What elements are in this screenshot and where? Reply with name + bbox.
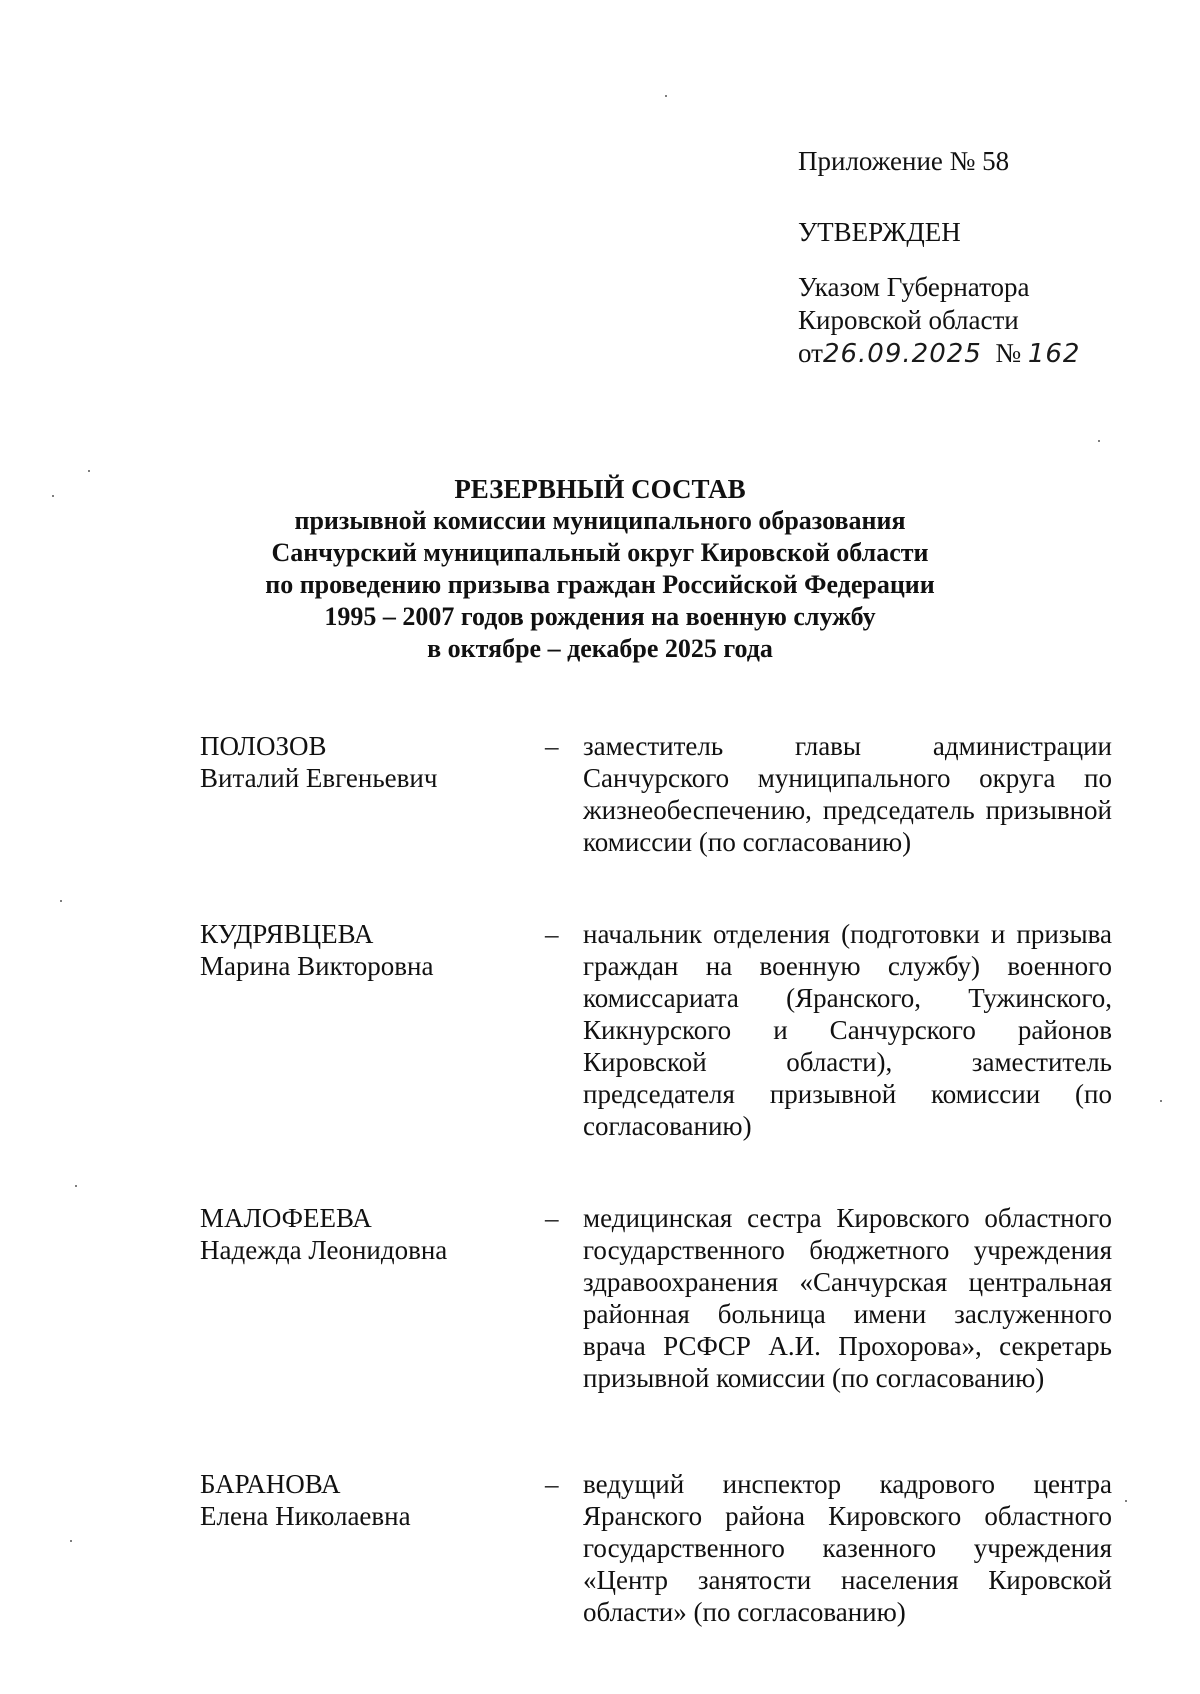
- member-name: [200, 1468, 545, 1628]
- appendix-number: Приложение № 58: [798, 146, 1010, 176]
- member-entry: [200, 1202, 1112, 1394]
- member-given-name: Надежда Леонидовна: [200, 1235, 448, 1265]
- member-list: [200, 730, 1112, 1628]
- member-surname: БАРАНОВА: [200, 1469, 341, 1499]
- member-surname: КУДРЯВЦЕВА: [200, 919, 374, 949]
- scan-speck: [70, 1540, 72, 1542]
- member-given-name: Виталий Евгеньевич: [200, 763, 438, 793]
- member-entry: [200, 1468, 1112, 1628]
- member-name: [200, 918, 545, 1142]
- member-name: [200, 1202, 545, 1394]
- member-given-name: Марина Викторовна: [200, 951, 434, 981]
- title-line: призывной комиссии муниципального образования: [294, 506, 906, 535]
- title-line: по проведению призыва граждан Российской Федерации: [265, 570, 935, 599]
- scan-speck: [52, 495, 54, 497]
- title-main: РЕЗЕРВНЫЙ СОСТАВ: [454, 474, 746, 504]
- decree-date-handwritten: 26.09.2025: [822, 339, 982, 369]
- approved-label: УТВЕРЖДЕН: [798, 217, 961, 247]
- member-entry: [200, 918, 1112, 1142]
- member-given-name: Елена Николаевна: [200, 1501, 411, 1531]
- dash-separator: –: [545, 1469, 559, 1499]
- member-role: начальник отделения (подготовки и призыва граждан на военную службу) военного комиссариата (Яранского, Тужинского, Кикнурского и Санчурского районов Кировской области), заместитель председателя призывной комиссии (по согласованию): [583, 919, 1112, 1141]
- member-entry: [200, 730, 1112, 858]
- scan-speck: [1125, 1500, 1127, 1502]
- scan-speck: [88, 470, 90, 472]
- member-surname: ПОЛОЗОВ: [200, 731, 327, 761]
- title-line: в октябре – декабре 2025 года: [427, 634, 773, 663]
- scan-speck: [1160, 1100, 1162, 1102]
- number-prefix: №: [995, 338, 1022, 368]
- title-line: 1995 – 2007 годов рождения на военную службу: [324, 602, 876, 631]
- document-title: [200, 473, 1000, 665]
- decree-number-handwritten: 162: [1027, 339, 1081, 369]
- dash-separator: –: [545, 1203, 559, 1233]
- dash-separator: –: [545, 731, 559, 761]
- member-role: заместитель главы администрации Санчурского муниципального округа по жизнеобеспечению, председатель призывной комиссии (по согласованию): [583, 731, 1112, 857]
- member-role: медицинская сестра Кировского областного государственного бюджетного учреждения здравоохранения «Санчурская центральная районная больница имени заслуженного врача РСФСР А.И. Прохорова», секретарь призывной комиссии (по согласованию): [583, 1203, 1112, 1393]
- approval-block: [798, 145, 1158, 371]
- scan-speck: [665, 95, 667, 97]
- scan-speck: [1098, 440, 1100, 442]
- title-line: Санчурский муниципальный округ Кировской области: [271, 538, 929, 567]
- date-prefix: от: [798, 338, 823, 368]
- member-surname: МАЛОФЕЕВА: [200, 1203, 372, 1233]
- member-name: [200, 730, 545, 858]
- scan-speck: [75, 1185, 77, 1187]
- scan-speck: [60, 900, 62, 902]
- approved-by-line1: Указом Губернатора: [798, 272, 1030, 302]
- dash-separator: –: [545, 919, 559, 949]
- decree-date-line: [798, 337, 1158, 371]
- approved-by-line2: Кировской области: [798, 305, 1019, 335]
- member-role: ведущий инспектор кадрового центра Яранского района Кировского областного государственного казенного учреждения «Центр занятости населения Кировской области» (по согласованию): [583, 1469, 1112, 1627]
